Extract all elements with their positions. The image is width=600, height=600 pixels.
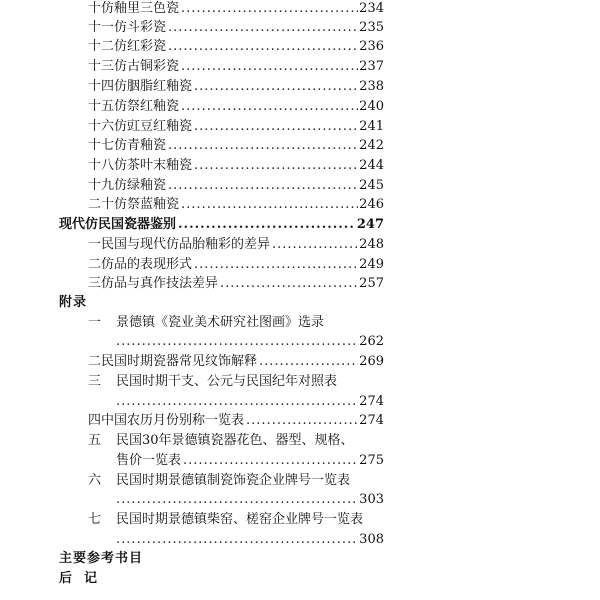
- entry-page: 246: [359, 197, 384, 212]
- entry-title: 仿胭脂红釉瓷: [114, 79, 193, 94]
- entry-number: 二十: [88, 197, 115, 212]
- entry-title: 仿红彩瓷: [114, 39, 167, 54]
- entry-number: 十四: [88, 79, 115, 94]
- entry-page: 236: [359, 39, 384, 54]
- appendix-entry-3: [88, 373, 388, 391]
- appendix-entry-3-cont: [116, 393, 384, 411]
- entry-page: 235: [359, 20, 384, 35]
- entry-number: 二: [88, 354, 102, 369]
- dot-leader: [194, 118, 358, 136]
- entry-title: 仿青釉瓷: [114, 138, 167, 153]
- entry-title: 仿茶叶末釉瓷: [114, 158, 193, 173]
- appendix-entry-6-cont: [116, 491, 384, 509]
- entry-title: 仿绿釉瓷: [114, 178, 167, 193]
- toc-section-modern: [59, 216, 384, 234]
- toc-entry-18: [88, 157, 384, 175]
- entry-title: 仿祭红釉瓷: [114, 99, 180, 114]
- toc-entry-11: [88, 19, 384, 37]
- dot-leader: [168, 38, 358, 56]
- entry-page: 249: [359, 257, 384, 272]
- section-page: 247: [356, 217, 384, 232]
- dot-leader: [116, 491, 358, 509]
- entry-number: 五: [88, 433, 102, 448]
- entry-page: 274: [359, 413, 384, 428]
- entry-title: 景德镇《瓷业美术研究社图画》选录: [116, 315, 325, 330]
- toc-entry-20: [88, 196, 384, 214]
- toc-entry-10: [88, 0, 384, 18]
- dot-leader: [168, 177, 358, 195]
- entry-page: 303: [359, 492, 384, 507]
- entry-number: 十九: [88, 178, 115, 193]
- entry-number: 一: [88, 237, 102, 252]
- entry-number: 十三: [88, 59, 115, 74]
- dot-leader: [116, 393, 358, 411]
- dot-leader: [220, 275, 358, 293]
- toc-entry-13: [88, 58, 384, 76]
- section-title: 现代仿民国瓷器鉴别: [59, 217, 177, 232]
- toc-entry-19: [88, 177, 384, 195]
- dot-leader: [168, 19, 358, 37]
- dot-leader: [181, 196, 358, 214]
- toc-entry-17: [88, 137, 384, 155]
- toc-modern-entry-2: [88, 256, 384, 274]
- entry-number: 十一: [88, 20, 115, 35]
- entry-number: 十六: [88, 119, 115, 134]
- appendix-entry-4: [88, 412, 384, 430]
- entry-page: 234: [359, 1, 384, 16]
- dot-leader: [178, 216, 356, 234]
- entry-number: 七: [88, 512, 102, 527]
- entry-title: 仿豇豆红釉瓷: [114, 119, 193, 134]
- appendix-heading: 附录: [59, 295, 88, 310]
- appendix-entry-7: [88, 511, 388, 529]
- appendix-entry-1-cont: [116, 333, 384, 351]
- entry-number: 二: [88, 257, 102, 272]
- entry-number: 一: [88, 315, 102, 330]
- entry-number: 六: [88, 473, 102, 488]
- entry-number: 四: [88, 413, 102, 428]
- entry-title: 民国时期瓷器常见纹饰解释: [101, 354, 258, 369]
- entry-page: 275: [359, 453, 384, 468]
- entry-page: 269: [359, 354, 384, 369]
- dot-leader: [181, 0, 358, 18]
- entry-title-cont: 售价一览表: [116, 453, 182, 468]
- entry-number: 三: [88, 276, 102, 291]
- toc-entry-16: [88, 118, 384, 136]
- entry-page: 242: [359, 138, 384, 153]
- dot-leader: [272, 236, 358, 254]
- dot-leader: [181, 98, 358, 116]
- entry-number: 十: [88, 1, 102, 16]
- appendix-entry-2: [88, 353, 384, 371]
- entry-title: 民国时期干支、公元与民国纪年对照表: [116, 374, 338, 389]
- entry-title: 民国与现代仿品胎釉彩的差异: [101, 237, 271, 252]
- entry-page: 238: [359, 79, 384, 94]
- toc-entry-15: [88, 98, 384, 116]
- afterword-heading: [59, 570, 139, 588]
- entry-page: 248: [359, 237, 384, 252]
- appendix-entry-6: [88, 472, 388, 490]
- entry-page: 262: [359, 334, 384, 349]
- entry-number: 十二: [88, 39, 115, 54]
- appendix-entry-5: [88, 432, 388, 450]
- dot-leader: [259, 353, 358, 371]
- entry-title: 民国时期景德镇制瓷饰瓷企业牌号一览表: [116, 473, 351, 488]
- entry-number: 十八: [88, 158, 115, 173]
- appendix-entry-5-cont: [116, 452, 384, 470]
- entry-page: 308: [359, 532, 384, 547]
- entry-page: 244: [359, 158, 384, 173]
- appendix-entry-7-cont: [116, 531, 384, 549]
- entry-page: 257: [359, 276, 384, 291]
- entry-number: 十七: [88, 138, 115, 153]
- entry-page: 241: [359, 119, 384, 134]
- toc-entry-14: [88, 78, 384, 96]
- dot-leader: [168, 137, 358, 155]
- dot-leader: [183, 452, 358, 470]
- entry-title: 仿古铜彩瓷: [114, 59, 180, 74]
- dot-leader: [116, 531, 358, 549]
- entry-title: 仿品的表现形式: [101, 257, 193, 272]
- appendix-entry-1: [88, 314, 388, 332]
- entry-page: 274: [359, 394, 384, 409]
- entry-number: 三: [88, 374, 102, 389]
- entry-title: 仿祭蓝釉瓷: [114, 197, 180, 212]
- afterword-title: 后 记: [59, 571, 99, 586]
- references-heading: 主要参考书目: [59, 551, 144, 566]
- entry-page: 237: [359, 59, 384, 74]
- entry-title: 中国农历月份别称一览表: [101, 413, 245, 428]
- dot-leader: [116, 333, 358, 351]
- entry-number: 十五: [88, 99, 115, 114]
- entry-title: 仿品与真作技法差异: [101, 276, 219, 291]
- entry-title: 民国时期景德镇柴窑、槎窑企业牌号一览表: [116, 512, 364, 527]
- dot-leader: [194, 256, 358, 274]
- entry-title: 仿釉里三色瓷: [101, 1, 180, 16]
- dot-leader: [181, 58, 358, 76]
- dot-leader: [246, 412, 358, 430]
- dot-leader: [194, 157, 358, 175]
- toc-modern-entry-3: [88, 275, 384, 293]
- toc-entry-12: [88, 38, 384, 56]
- entry-title: 仿斗彩瓷: [114, 20, 167, 35]
- entry-title: 民国30年景德镇瓷器花色、器型、规格、: [116, 433, 354, 448]
- toc-modern-entry-1: [88, 236, 384, 254]
- entry-page: 240: [359, 99, 384, 114]
- dot-leader: [194, 78, 358, 96]
- entry-page: 245: [359, 178, 384, 193]
